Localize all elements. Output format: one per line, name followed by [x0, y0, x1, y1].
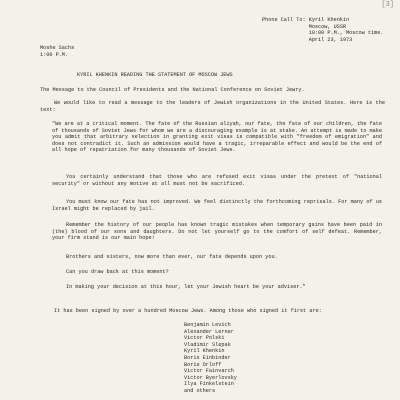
call-date: April 23, 1973 [308, 36, 353, 43]
paragraph-quote-2: You certainly understand that those who are refused exit visas under the pretext of "national security" or without any motive at all must not be sacrificed. [52, 174, 382, 187]
paragraph-quote-4: Remember the history of our people has known tragic mistakes when temporary gains have been paid in (the) blood of our sons and daughters. Do not let yourself go to the comfort of self defeat. Remember, your firm stand is our main hope! [52, 222, 382, 242]
signer: Boris Orloff [184, 361, 222, 368]
paragraph-message: We would like to read a message to the leaders of Jewish organizations in the United States. Here is the text: [40, 100, 385, 113]
paragraph-quote-5: Brothers and sisters, now more than ever, our fate depends upon you. [66, 254, 278, 260]
signer: Kyril Khenkin [184, 348, 225, 355]
paragraph-quote-1: "We are at a critical moment. The fate of the Russian aliyah, our fate, the fate of our children, the fate of thousands of Soviet Jews for whom we are a discouraging example is at stake. An attempt is made to make you admit that arbitrary selection in granting exit visas is compatible with "freedom of emigration" and does not contradict it. Such an admission would have a tragic, irreparable effect and would be the end of all hope of repatriation for many thousands of Soviet Jews. [52, 121, 382, 154]
paragraph-quote-6: Can you draw back at this moment? [66, 269, 169, 275]
signer: Victor Fainvarch [184, 368, 234, 375]
signer: Victor Byerlovsky [184, 374, 237, 381]
paragraph-quote-7: In making your decision at this hour, let your Jewish heart be your adviser." [66, 284, 306, 290]
signer: Ilya Finkelstein [184, 381, 234, 388]
signer: Vladimir Slepak [184, 341, 231, 348]
sender-block [40, 45, 74, 58]
archive-page-mark: [3] [381, 1, 394, 9]
signer-list [184, 322, 237, 395]
call-time: 10:00 P.M., Moscow time. [308, 30, 384, 37]
signer: and others [184, 387, 216, 394]
sender-time: 1:00 P.M. [40, 51, 69, 58]
document-title: KYRIL KHENKIN READING THE STATEMENT OF MOSCOW JEWS [77, 72, 233, 78]
signer: Victor Polski [184, 335, 225, 342]
signer: Alexander Lerner [184, 328, 234, 335]
city: Moscow, USSR [308, 23, 347, 30]
call-header [262, 17, 383, 43]
signer: Benjamin Levich [184, 322, 231, 328]
signer: Boris Einbinder [184, 354, 231, 361]
phone-label: Phone Call To: [262, 17, 306, 23]
sender-name: Moshe Sachs [40, 45, 75, 51]
paragraph-intro: The Message to the Council of Presidents and the National Conference on Soviet Jewry. [40, 87, 305, 93]
recipient-name: Kyril Khenkin [308, 17, 350, 23]
paragraph-quote-3: You must know our fate has not improved. We feel distinctly the forthcoming reprisals. For many of us Israel might be replaced by jail. [52, 199, 382, 212]
paragraph-signed: It has been signed by over a hundred Moscow Jews. Among those who signed it first are: [54, 308, 322, 314]
